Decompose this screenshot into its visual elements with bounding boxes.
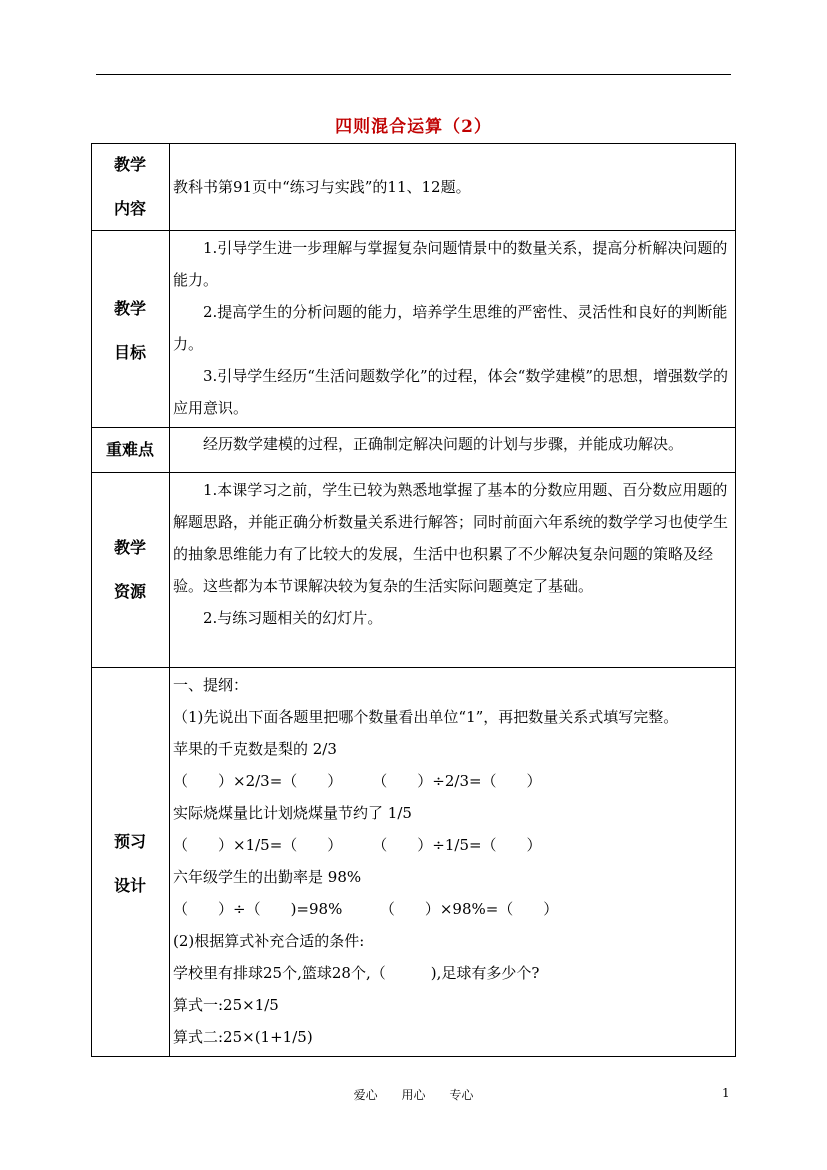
- preview-line: 六年级学生的出勤率是 98%: [173, 868, 362, 886]
- preview-line: (2)根据算式补充合适的条件:: [173, 932, 365, 950]
- preview-line: （1)先说出下面各题里把哪个数量看出单位“1”，再把数量关系式填写完整。: [173, 708, 679, 726]
- preview-line: （ ）×2/3=（ ） （ ）÷2/3=（ ）: [173, 772, 542, 790]
- resource-item: 1.本课学习之前，学生已较为熟悉地掌握了基本的分数应用题、百分数应用题的解题思路，并能正确分析数量关系进行解答；同时前面六年系统的数学学习也使学生的抽象思维能力有了比较大的发展，生活中也积累了不少解决复杂问题的策略及经验。这些都为本节课解决较为复杂的生活实际问题奠定了基础。: [173, 481, 729, 595]
- label-line: 教学: [113, 538, 146, 557]
- keypoints-text: [173, 428, 733, 460]
- footer-text: 专心: [449, 1088, 474, 1102]
- goal-item: 2.提高学生的分析问题的能力，培养学生思维的严密性、灵活性和良好的判断能力。: [173, 303, 728, 353]
- preview-line: （ ）÷（ )=98% （ ）×98%=（ ）: [173, 900, 559, 918]
- label-line: 预习: [113, 832, 146, 851]
- goals-cell: [173, 232, 733, 424]
- footer-text: 用心: [401, 1088, 426, 1102]
- goal-item: 1.引导学生进一步理解与掌握复杂问题情景中的数量关系，提高分析解决问题的能力。: [173, 239, 728, 289]
- preview-line: 实际烧煤量比计划烧煤量节约了 1/5: [173, 804, 412, 822]
- preview-line: 算式二:25×(1+1/5): [173, 1028, 313, 1046]
- preview-line: 一、提纲：: [173, 676, 249, 694]
- preview-cell: [173, 669, 733, 1053]
- page-number: 1: [722, 1086, 730, 1100]
- row-label-keypoints: 重难点: [105, 440, 154, 459]
- preview-line: 苹果的千克数是梨的 2/3: [173, 740, 337, 758]
- preview-line: 学校里有排球25个,篮球28个,（ ),足球有多少个?: [173, 964, 540, 982]
- row-label-goals: [91, 287, 169, 375]
- header-rule: [96, 74, 731, 75]
- row-label-resources: [91, 526, 169, 614]
- page-title: 四则混合运算（2）: [335, 117, 492, 137]
- label-line: 资源: [113, 582, 146, 601]
- preview-line: （ ）×1/5=（ ） （ ）÷1/5=（ ）: [173, 836, 542, 854]
- keypoints-line: 经历数学建模的过程，正确制定解决问题的计划与步骤，并能成功解决。: [203, 435, 684, 453]
- lesson-plan-table: [91, 143, 736, 1057]
- footer-text: 爱心: [353, 1088, 378, 1102]
- goal-item: 3.引导学生经历“生活问题数学化”的过程，体会“数学建模”的思想，增强数学的应用意识。: [173, 367, 728, 417]
- row-label-content: [91, 143, 169, 230]
- label-line: 教学: [113, 299, 146, 318]
- resources-cell: [173, 474, 733, 634]
- page-footer: [0, 1086, 827, 1103]
- row-label-preview: [91, 820, 169, 908]
- resource-item: 2.与练习题相关的幻灯片。: [203, 609, 383, 627]
- label-line: 内容: [113, 199, 146, 218]
- label-line: 设计: [113, 876, 146, 895]
- preview-line: 算式一:25×1/5: [173, 996, 279, 1014]
- label-line: 目标: [113, 343, 146, 362]
- label-line: 教学: [113, 155, 146, 174]
- content-text: 教科书第91页中“练习与实践”的11、12题。: [173, 178, 471, 196]
